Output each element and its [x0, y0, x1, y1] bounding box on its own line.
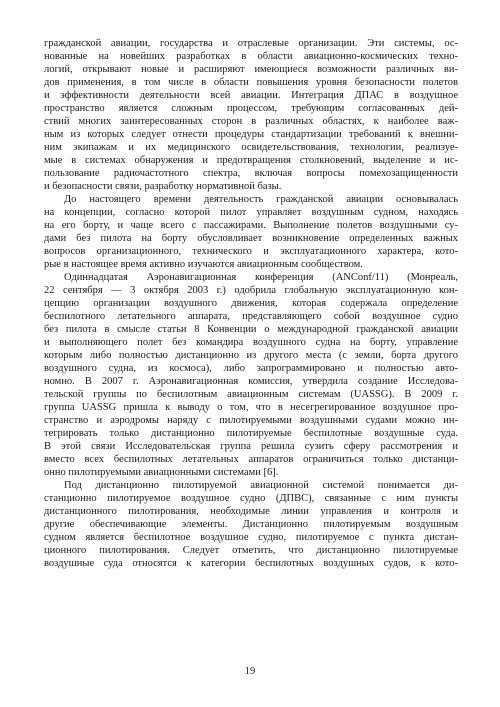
paragraph-2: [44, 193, 458, 271]
text-line: номно. В 2007 г. Аэронавигационная комиссия, утвердила создание Исследова-: [44, 376, 458, 387]
text-line: вопросов организационного, технического и эксплуатационного характера, кото-: [44, 246, 458, 257]
text-line: тегрировать только дистанционно пилотируемые беспилотные воздушные суда.: [44, 428, 458, 439]
text-line: ным из которых следует отнести процедуры стандартизации требований к внешни-: [44, 129, 458, 140]
text-line: Под дистанционно пилотируемой авиационной системой понимается ди-: [64, 480, 458, 491]
text-line: дами без пилота на борту обусловливает возникновение определенных важных: [44, 233, 458, 244]
text-line: Одиннадцатая Аэронавигационная конференция (ANConf/11) (Монреаль,: [64, 272, 458, 283]
paragraph-1: [44, 37, 458, 193]
text-line: станционно пилотируемое воздушное судно (ДПВС), связанные с ним пункты: [44, 493, 458, 504]
text-line: и эффективности деятельности всей авиации. Интеграция ДПАС в воздушное: [44, 90, 458, 101]
text-line: другие обеспечивающие элементы. Дистанционно пилотируемым воздушным: [44, 519, 458, 530]
text-line: странство и аэродромы наряду с пилотируемыми воздушными судами можно ин-: [44, 415, 458, 426]
text-line: и безопасности связи, разработку нормативной базы.: [44, 181, 282, 192]
text-line: рые в настоящее время активно изучаются авиационным сообществом.: [44, 259, 363, 270]
paragraph-3: [44, 271, 458, 479]
text-line: судном является беспилотное воздушное судно, пилотируемое с пункта дистан-: [44, 532, 458, 543]
body-text: [44, 37, 458, 570]
text-line: ствий многих заинтересованных сторон в различных областях, к наиболее важ-: [44, 116, 458, 127]
text-line: нованные на новейших разработках в области авиационно-космических техно-: [44, 51, 458, 62]
text-line: на концепции, согласно которой пилот управляет воздушным судном, находясь: [44, 207, 458, 218]
text-line: тельской группы по беспилотным авиационным системам (UASSG). В 2009 г.: [44, 389, 458, 400]
text-line: без пилота в смысле статьи 8 Конвенции о международной гражданской авиации: [44, 324, 458, 335]
text-line: воздушного судна, из космоса), либо запрограммировано и полностью авто-: [44, 363, 458, 374]
text-line: мые в системах обнаружения и предотвращения столкновений, выделение и ис-: [44, 155, 458, 166]
text-line: на его борту, и чаще всего с пассажирами. Выполнение полетов воздушными су-: [44, 220, 458, 231]
text-line: гражданской авиации, государства и отраслевые организации. Эти системы, ос-: [44, 38, 458, 49]
paragraph-4: [44, 479, 458, 570]
text-line: дистанционного пилотирования, необходимые линии управления и контроля и: [44, 506, 458, 517]
text-line: ционного пилотирования. Следует отметить, что дистанционно пилотируемые: [44, 545, 458, 556]
page-number: 19: [244, 666, 256, 677]
text-line: группа UASSG пришла к выводу о том, что в несегрегированное воздушное про-: [44, 402, 458, 413]
text-line: 22 сентября — 3 октября 2003 г.) одобрила глобальную эксплуатационную кон-: [44, 285, 458, 296]
text-line: В этой связи Исследовательская группа решила сузить сферу рассмотрения и: [44, 441, 458, 452]
text-line: цепцию организации воздушного движения, которая содержала определение: [44, 298, 458, 309]
text-line: ним экипажам и их медицинского освидетельствования, технологии, реализуе-: [44, 142, 458, 153]
text-line: вместо всех беспилотных летательных аппаратов ограничиться только дистанци-: [44, 454, 458, 465]
text-line: и выполняющего полет без командира воздушного судна на борту, управление: [44, 337, 458, 348]
text-line: логий, открывают новые и расширяют имеющиеся возможности различных ви-: [44, 64, 458, 75]
text-line: пользование радиочастотного спектра, включая вопросы помехозащищенности: [44, 168, 458, 179]
text-line: пространство является сложным процессом, требующим согласованных дей-: [44, 103, 458, 114]
text-line: воздушные суда относятся к категории беспилотных воздушных судов, к кото-: [44, 558, 458, 569]
text-line: беспилотного летательного аппарата, представляющего собой воздушное судно: [44, 311, 458, 322]
text-line: которым либо полностью дистанционно из другого места (с земли, борта другого: [44, 350, 458, 361]
text-line: онно пилотируемыми авиационными системами [6].: [44, 467, 279, 478]
text-line: дов применения, в том числе в области повышения уровня безопасности полетов: [44, 77, 458, 88]
text-line: До настоящего времени деятельность гражданской авиации основывалась: [64, 194, 458, 205]
